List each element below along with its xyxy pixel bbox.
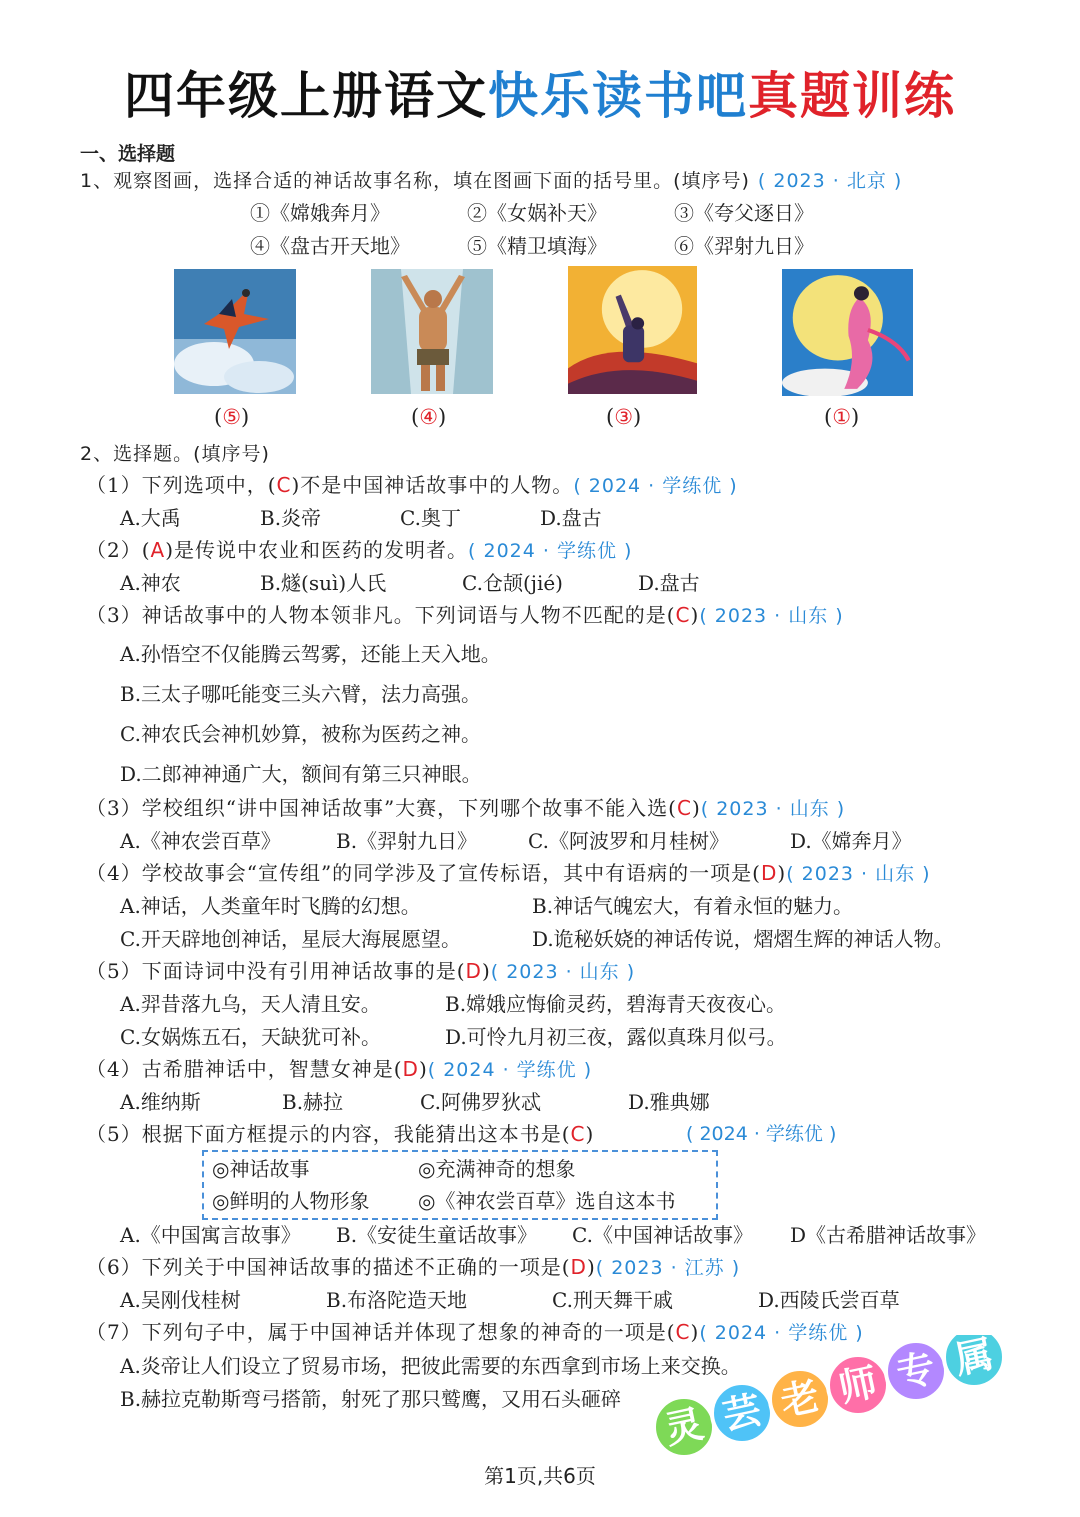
- question-text: （4）学校故事会“宣传组”的同学涉及了宣传标语，其中有语病的一项是(: [86, 861, 761, 885]
- option: C.《中国神话故事》: [572, 1223, 753, 1247]
- option: B.《安徒生童话故事》: [336, 1223, 538, 1247]
- q1-answer-2: (④): [411, 405, 447, 429]
- title-part1: 四年级上册语文: [124, 67, 488, 125]
- question-text: )不是中国神话故事中的人物。: [291, 473, 574, 497]
- option: A.《中国寓言故事》: [120, 1223, 301, 1247]
- source: ( 2024 · 学练优 ): [686, 1123, 837, 1145]
- source: ( 2024 · 学练优 ): [573, 475, 738, 497]
- option: B.赫拉: [282, 1090, 344, 1114]
- watermark-char: 芸: [718, 1387, 766, 1439]
- title-part3: 真题训练: [748, 67, 956, 125]
- question-text: （7）下列句子中，属于中国神话并体现了想象的神奇的一项是(: [86, 1320, 676, 1344]
- answer: C: [570, 1122, 586, 1146]
- option: C.奥丁: [400, 506, 461, 530]
- q1-source: ( 2023 · 北京 ): [757, 170, 903, 192]
- option: A.维纳斯: [120, 1090, 201, 1114]
- option: A.神话，人类童年时飞腾的幻想。: [120, 894, 421, 918]
- option: C.阿佛罗狄忒: [420, 1090, 541, 1114]
- q1-option: ⑤《精卫填海》: [467, 234, 607, 258]
- source: ( 2023 · 山东 ): [699, 605, 844, 627]
- q1-answer-value: ⑤: [222, 405, 242, 429]
- question-text: ): [690, 1320, 700, 1344]
- hint-item: ◎充满神奇的想象: [418, 1157, 576, 1181]
- question-line: [86, 602, 844, 629]
- option: A.吴刚伐桂树: [120, 1288, 241, 1312]
- q1-answer-1: (⑤): [214, 405, 250, 429]
- q1-option: ⑥《羿射九日》: [674, 234, 814, 258]
- q1-answer-4: (①): [824, 405, 860, 429]
- question-text: （1）下列选项中，(: [86, 473, 277, 497]
- watermark-char: 灵: [660, 1401, 708, 1453]
- question-line: [86, 860, 931, 887]
- source: ( 2023 · 山东 ): [786, 863, 931, 885]
- hint-item: ◎鲜明的人物形象: [212, 1189, 370, 1213]
- option: C.女娲炼五石，天缺犹可补。: [120, 1025, 381, 1049]
- answer: D: [760, 861, 778, 885]
- question-text: （3）学校组织“讲中国神话故事”大赛，下列哪个故事不能入选(: [86, 796, 677, 820]
- watermark-stamp: [650, 1335, 1020, 1455]
- option: A.羿昔落九乌，天人清且安。: [120, 992, 381, 1016]
- question-line: [86, 537, 632, 564]
- option: B.三太子哪吒能变三头六臂，法力高强。: [120, 682, 482, 706]
- question-line: [86, 958, 635, 985]
- question-line: [86, 1056, 592, 1083]
- change-moon-picture: [782, 269, 913, 396]
- option: D.雅典娜: [628, 1090, 710, 1114]
- answer: C: [675, 603, 691, 627]
- question-line: [86, 1121, 594, 1147]
- option: B.神话气魄宏大，有着永恒的魅力。: [532, 894, 854, 918]
- question-text: （4）古希腊神话中，智慧女神是(: [86, 1057, 403, 1081]
- answer: C: [675, 1320, 691, 1344]
- question-line: [86, 795, 845, 822]
- question-text: （5）根据下面方框提示的内容，我能猜出这本书是(: [86, 1122, 571, 1146]
- source: ( 2024 · 学练优 ): [699, 1322, 864, 1344]
- question-text: ): [418, 1057, 428, 1081]
- option: B.嫦娥应悔偷灵药，碧海青天夜夜心。: [445, 992, 787, 1016]
- question-text: ): [481, 959, 491, 983]
- option: C.开天辟地创神话，星辰大海展愿望。: [120, 927, 461, 951]
- option: D《古希腊神话故事》: [790, 1223, 987, 1247]
- source: ( 2024 · 学练优 ): [468, 540, 633, 562]
- option: B.炎帝: [260, 506, 322, 530]
- jingwei-bird-picture: [174, 269, 296, 394]
- page-title: [0, 56, 1080, 128]
- option: A.神农: [120, 571, 181, 595]
- answer: A: [150, 538, 166, 562]
- option: D.西陵氏尝百草: [758, 1288, 900, 1312]
- answer: D: [465, 959, 482, 983]
- option: C.神农氏会神机妙算，被称为医药之神。: [120, 722, 481, 746]
- question-text: （2）(: [86, 538, 151, 562]
- hint-item: ◎《神农尝百草》选自这本书: [418, 1189, 676, 1213]
- title-part2: 快乐读书吧: [488, 67, 748, 125]
- option: D.盘古: [540, 506, 602, 530]
- section-heading: 一、选择题: [80, 143, 176, 165]
- answer: D: [402, 1057, 419, 1081]
- source: ( 2023 · 山东 ): [700, 798, 846, 820]
- question-text: ): [777, 861, 787, 885]
- option: D.《嫦奔月》: [790, 829, 912, 853]
- option: B.赫拉克勒斯弯弓搭箭，射死了那只鹫鹰，又用石头砸碎: [120, 1387, 622, 1411]
- answer: C: [676, 796, 692, 820]
- watermark-char: 老: [776, 1373, 824, 1425]
- question-text: ): [690, 603, 700, 627]
- q1-option: ④《盘古开天地》: [250, 234, 410, 258]
- question-text: )是传说中农业和医药的发明者。: [165, 538, 469, 562]
- question-text: ): [586, 1255, 596, 1279]
- pangu-picture: [371, 269, 493, 394]
- watermark-char: 师: [834, 1359, 882, 1411]
- question-text: （5）下面诗词中没有引用神话故事的是(: [86, 959, 466, 983]
- source: ( 2024 · 学练优 ): [427, 1059, 593, 1081]
- option: D.可怜九月初三夜，露似真珠月似弓。: [445, 1025, 787, 1049]
- question-text: ): [585, 1122, 595, 1146]
- answer: D: [570, 1255, 587, 1279]
- watermark-graphic: [650, 1335, 1020, 1455]
- q1-stem: [80, 168, 902, 194]
- q1-option: ③《夸父逐日》: [674, 201, 814, 225]
- q1-answer-value: ①: [832, 405, 852, 429]
- question-text: ): [691, 796, 701, 820]
- q1-option: ②《女娲补天》: [467, 201, 607, 225]
- option: B.布洛陀造天地: [326, 1288, 468, 1312]
- option: C.《阿波罗和月桂树》: [528, 829, 729, 853]
- option: D.二郎神神通广大，额间有第三只神眼。: [120, 762, 482, 786]
- question-line: [86, 1254, 740, 1281]
- q1-stem-text: 1、观察图画，选择合适的神话故事名称，填在图画下面的括号里。(填序号): [80, 170, 750, 192]
- option: A.炎帝让人们设立了贸易市场，把彼此需要的东西拿到市场上来交换。: [120, 1354, 741, 1378]
- q1-answer-3: (③): [606, 405, 642, 429]
- option: A.孙悟空不仅能腾云驾雾，还能上天入地。: [120, 642, 501, 666]
- q1-option: ①《嫦娥奔月》: [250, 201, 390, 225]
- q1-answer-value: ④: [419, 405, 439, 429]
- option: B.《羿射九日》: [336, 829, 478, 853]
- page-number: 第1页,共6页: [484, 1464, 596, 1488]
- watermark-char: 专: [892, 1345, 940, 1397]
- question-text: （6）下列关于中国神话故事的描述不正确的一项是(: [86, 1255, 571, 1279]
- option: D.盘古: [638, 571, 700, 595]
- q2-stem: 2、选择题。(填序号): [80, 443, 270, 465]
- option: D.诡秘妖娆的神话传说，熠熠生辉的神话人物。: [532, 927, 954, 951]
- q1-answer-value: ③: [614, 405, 634, 429]
- answer: C: [276, 473, 292, 497]
- watermark-char: 属: [950, 1335, 998, 1383]
- hint-item: ◎神话故事: [212, 1157, 310, 1181]
- option: A.大禹: [120, 506, 181, 530]
- source: ( 2023 · 江苏 ): [595, 1257, 741, 1279]
- kuafu-sun-picture: [568, 266, 697, 394]
- question-line: [86, 472, 738, 499]
- source: ( 2023 · 山东 ): [490, 961, 636, 983]
- option: C.刑天舞干戚: [552, 1288, 673, 1312]
- option: A.《神农尝百草》: [120, 829, 281, 853]
- option: B.燧(suì)人氏: [260, 571, 387, 595]
- option: C.仓颉(jié): [462, 571, 563, 595]
- question-text: （3）神话故事中的人物本领非凡。下列词语与人物不匹配的是(: [86, 603, 676, 627]
